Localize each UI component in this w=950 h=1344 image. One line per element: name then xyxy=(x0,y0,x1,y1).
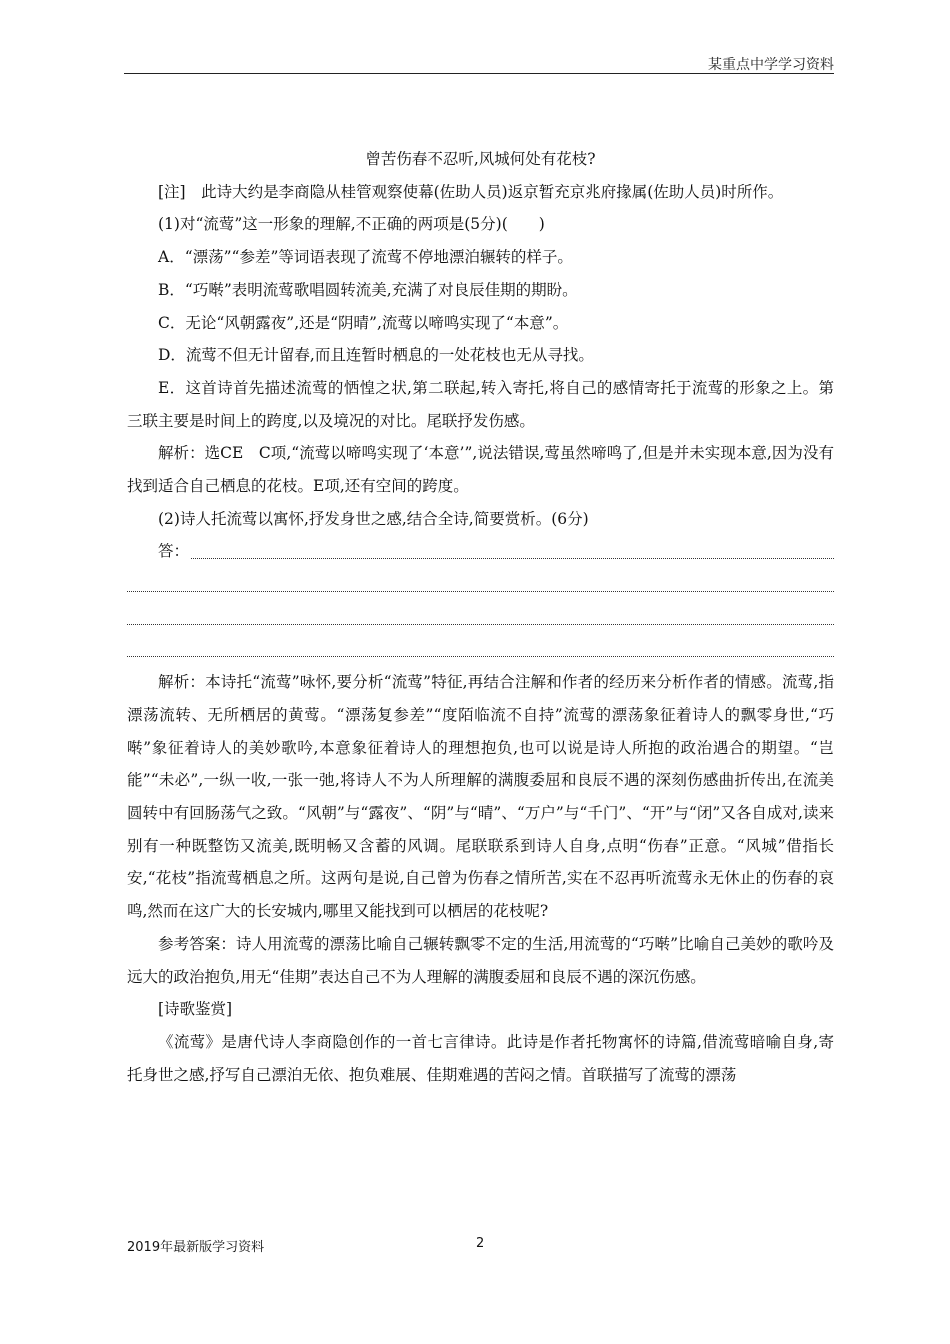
page-number: 2 xyxy=(476,1236,485,1251)
option-a: A．“漂荡”“参差”等词语表现了流莺不停地漂泊辗转的样子。 xyxy=(158,248,573,267)
appreciation-title: [诗歌鉴赏] xyxy=(158,1000,233,1019)
dotted-line xyxy=(127,656,834,657)
option-b: B．“巧啭”表明流莺歌唱圆转流美,充满了对良辰佳期的期盼。 xyxy=(158,280,578,299)
answer-label: 答： xyxy=(158,542,190,561)
answer-line-2[interactable] xyxy=(127,568,834,601)
header-rule xyxy=(124,73,834,74)
answer-line-1[interactable] xyxy=(127,535,834,568)
option-c: C．无论“风朝露夜”,还是“阴晴”,流莺以啼鸣实现了“本意”。 xyxy=(158,313,569,332)
dotted-line xyxy=(127,591,834,592)
reference-answer: 参考答案：诗人用流莺的漂荡比喻自己辗转飘零不定的生活,用流莺的“巧啭”比喻自己美妙的歌吟及远大的政治抱负,用无“佳期”表达自己不为人理解的满腹委屈和良辰不遇的深沉伤感。 xyxy=(127,934,834,986)
answer-line-3[interactable] xyxy=(127,601,834,634)
dotted-line xyxy=(191,558,834,559)
dotted-line xyxy=(127,624,834,625)
header-title: 某重点中学学习资料 xyxy=(708,57,834,73)
page-content xyxy=(127,143,834,1091)
question2-analysis: 解析：本诗托“流莺”咏怀,要分析“流莺”特征,再结合注解和作者的经历来分析作者的情感。流莺,指漂荡流转、无所栖居的黄莺。“漂荡复参差”“度陌临流不自持”流莺的漂荡象征着诗人的飘零身世,“巧啭”象征着诗人的美妙歌吟,本意象征着诗人的理想抱负,也可以说是诗人所抱的政治遇合的期望。“岂能”“未必”,一纵一收,一张一弛,将诗人不为人所理解的满腹委屈和良辰不遇的深刻伤感曲折传出,在流美圆转中有回肠荡气之致。“风朝”与“露夜”、“阴”与“晴”、“万户”与“千门”、“开”与“闭”又各自成对,读来别有一种既整饬又流美,既明畅又含蓄的风调。尾联联系到诗人自身,点明“伤春”正意。“风城”借指长安,“花枝”指流莺栖息之所。这两句是说,自己曾为伤春之情所苦,实在不忍再听流莺永无休止的伤春的哀鸣,然而在这广大的长安城内,哪里又能找到可以栖居的花枝呢? xyxy=(127,673,834,921)
option-e: E．这首诗首先描述流莺的恓惶之状,第二联起,转入寄托,将自己的感情寄托于流莺的形象之上。第三联主要是时间上的跨度,以及境况的对比。尾联抒发伤感。 xyxy=(127,378,834,430)
question1-analysis: 解析：选CE C项,“流莺以啼鸣实现了‘本意’”,说法错误,莺虽然啼鸣了,但是并未实现本意,因为没有找到适合自己栖息的花枝。E项,还有空间的跨度。 xyxy=(127,444,834,496)
question2-stem: (2)诗人托流莺以寓怀,抒发身世之感,结合全诗,简要赏析。(6分) xyxy=(158,509,589,528)
footer-label: 2019年最新版学习资料 xyxy=(127,1240,265,1255)
poem-last-line: 曾苦伤春不忍听,风城何处有花枝? xyxy=(365,150,596,168)
note: [注] 此诗大约是李商隐从桂管观察使幕(佐助人员)返京暂充京兆府掾属(佐助人员)时所作。 xyxy=(158,182,784,201)
option-d: D．流莺不但无计留春,而且连暂时栖息的一处花枝也无从寻找。 xyxy=(158,346,594,365)
appreciation-text: 《流莺》是唐代诗人李商隐创作的一首七言律诗。此诗是作者托物寓怀的诗篇,借流莺暗喻自身,寄托身世之感,抒写自己漂泊无依、抱负难展、佳期难遇的苦闷之情。首联描写了流莺的漂荡 xyxy=(127,1032,834,1084)
question1-stem: (1)对“流莺”这一形象的理解,不正确的两项是(5分)( ) xyxy=(158,215,545,234)
answer-line-4[interactable] xyxy=(127,634,834,667)
